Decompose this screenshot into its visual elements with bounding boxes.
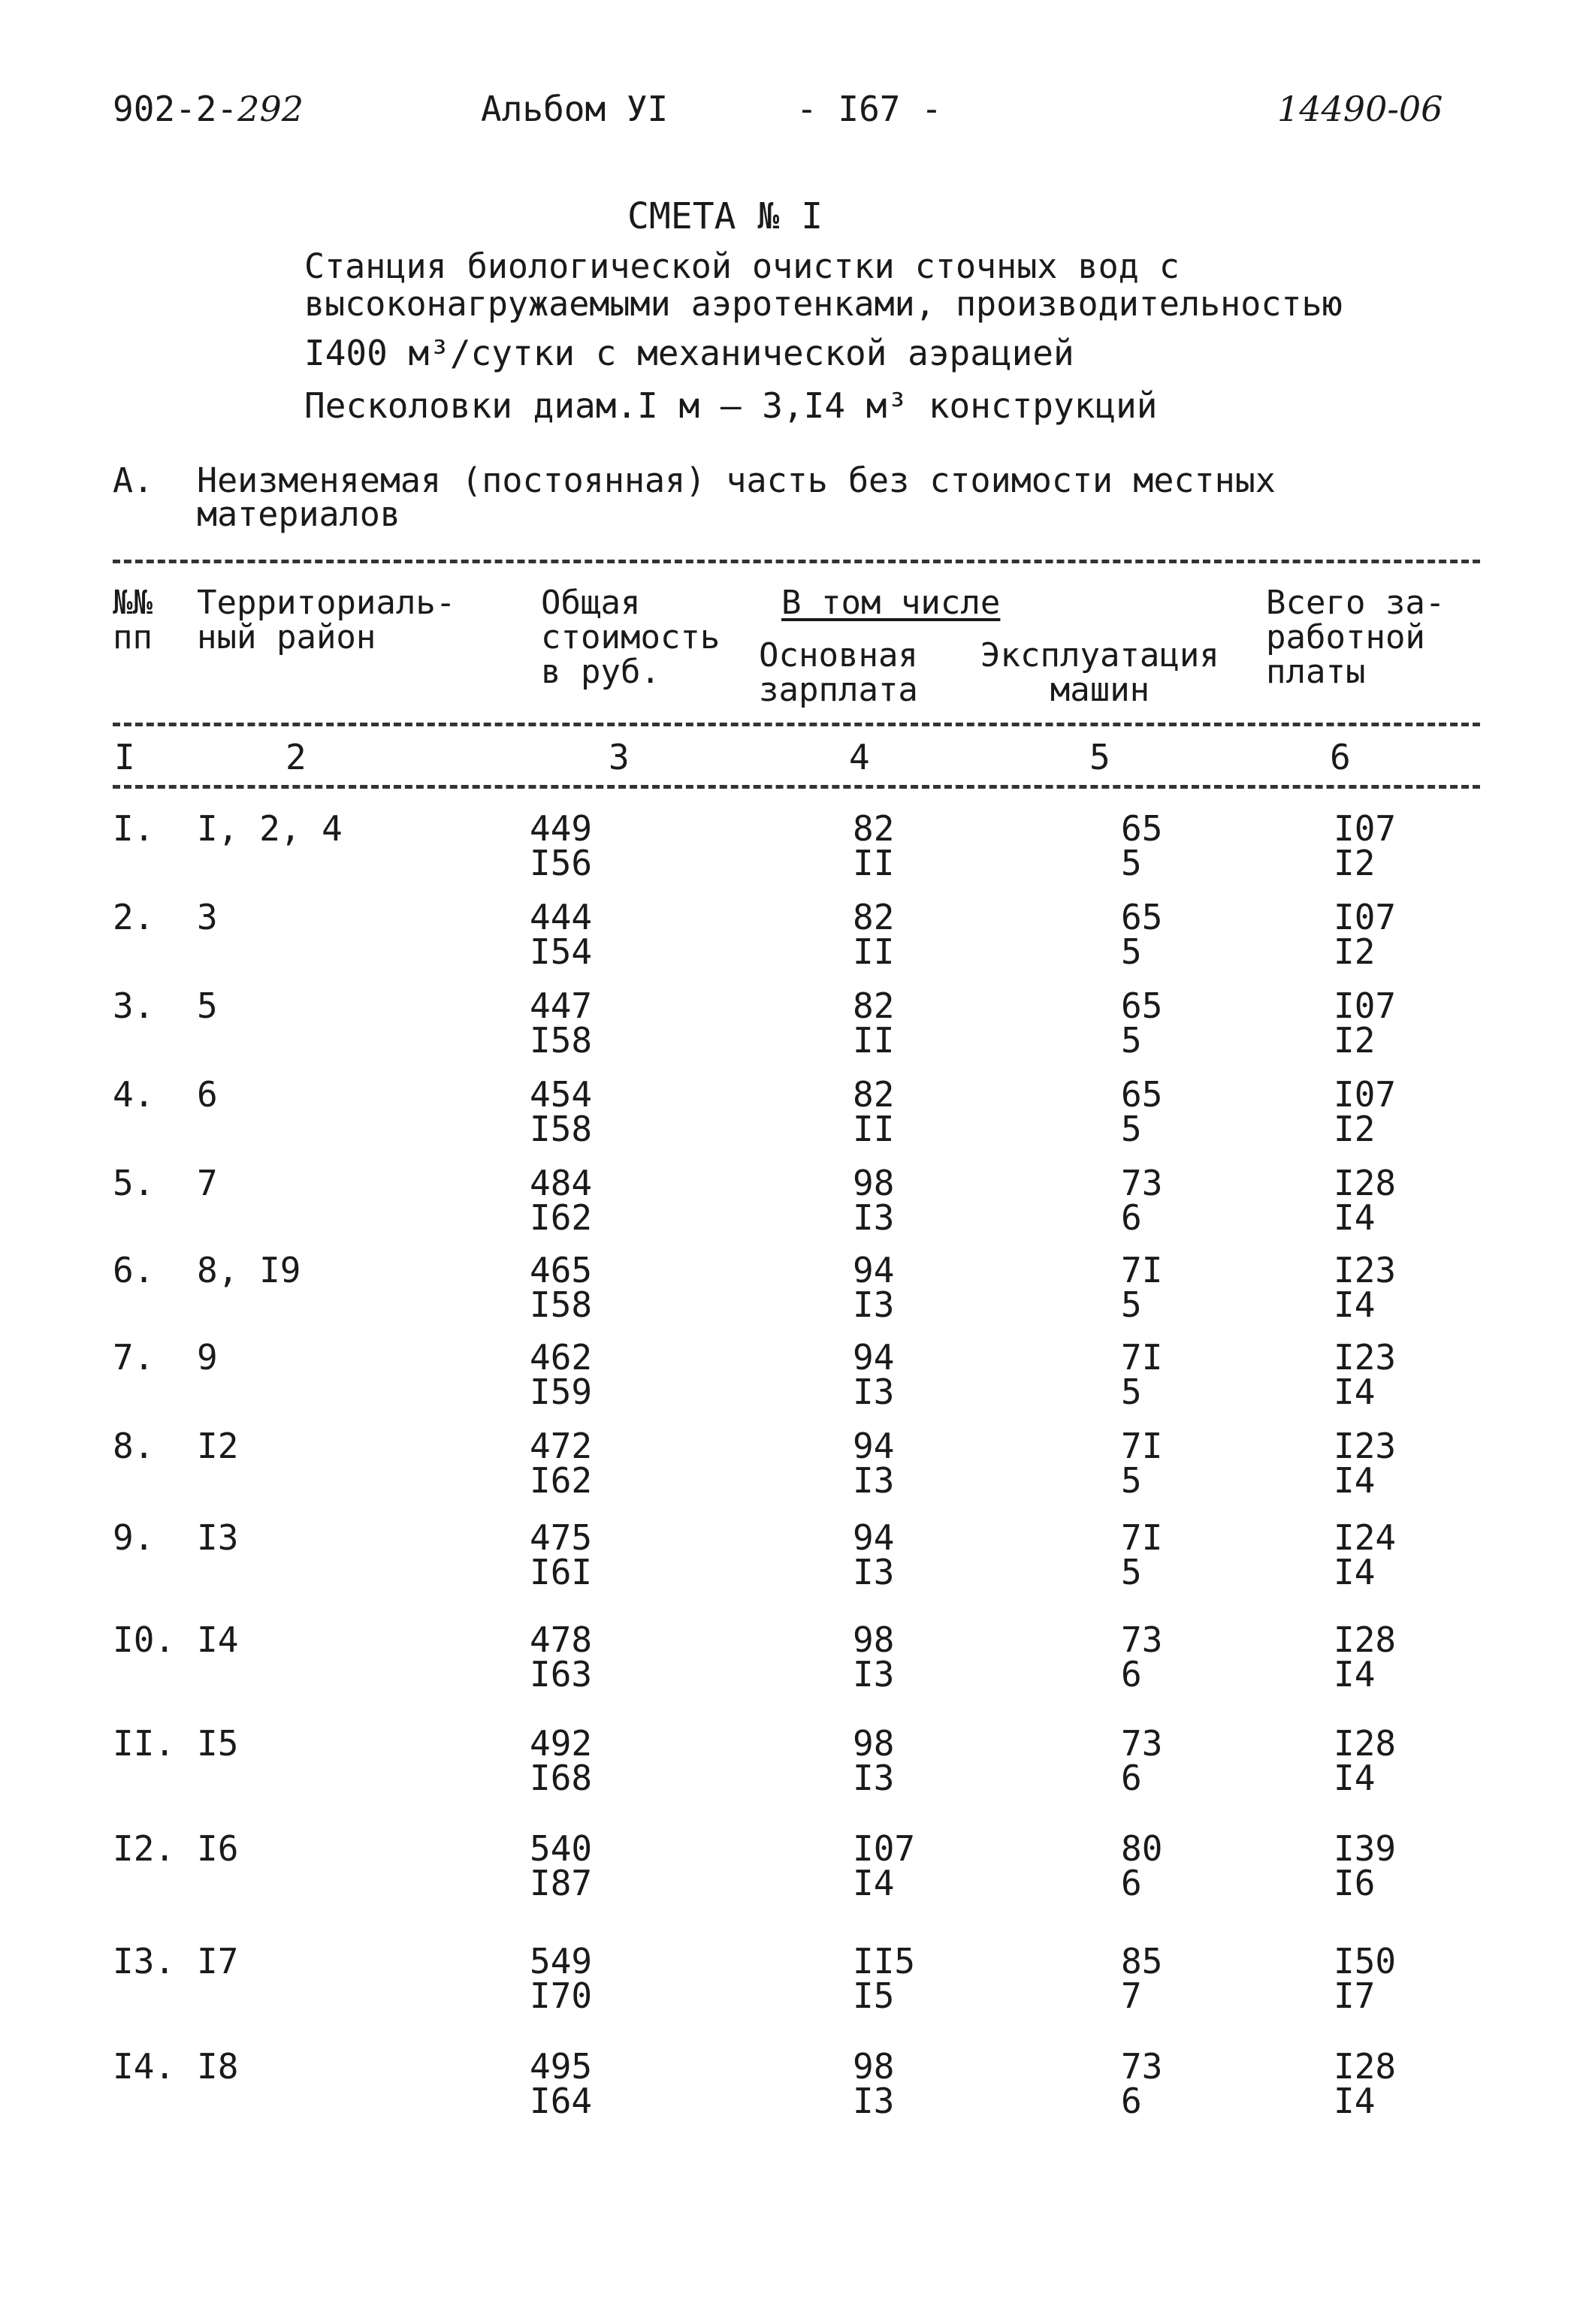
row-base-wage (853, 1074, 895, 1149)
row-machine-operation-lower: 6 (1121, 1654, 1142, 1695)
row-total-cost-lower: I62 (530, 1197, 593, 1238)
row-machine-operation-lower: 5 (1121, 931, 1142, 972)
row-machine-operation-upper: 65 (1121, 897, 1163, 937)
row-total-wages-lower: I2 (1334, 843, 1376, 883)
row-machine-operation-upper: 65 (1121, 808, 1163, 849)
row-base-wage-upper: 94 (853, 1517, 895, 1558)
row-total-cost-lower: I87 (530, 1863, 593, 1903)
colnum-1: I (114, 737, 135, 777)
row-machine-operation (1121, 1337, 1163, 1412)
inventory-number: 14490-06 (1277, 89, 1443, 129)
estimate-title: СМЕТА № I (627, 195, 823, 237)
document-code-handwritten: 292 (237, 89, 304, 129)
row-total-wages-upper: I23 (1334, 1250, 1397, 1290)
row-machine-operation (1121, 1941, 1163, 2016)
row-base-wage (853, 1941, 916, 2016)
row-region: 8, I9 (197, 1250, 301, 1290)
row-total-cost-lower: I70 (530, 1975, 593, 2016)
col-header-region (197, 586, 455, 655)
row-total-wages-lower: I7 (1334, 1975, 1376, 2016)
col-header-including: В том числе (781, 584, 1001, 622)
row-base-wage-upper: II5 (853, 1941, 916, 1981)
row-total-wages-upper: I50 (1334, 1941, 1397, 1981)
row-total-cost (530, 985, 593, 1061)
row-region: I6 (197, 1828, 239, 1869)
row-total-wages (1334, 985, 1397, 1061)
row-total-cost-upper: 462 (530, 1337, 593, 1378)
row-total-cost-upper: 478 (530, 1619, 593, 1660)
row-total-wages (1334, 1517, 1397, 1592)
row-region: I8 (197, 2046, 239, 2087)
col-header-total-line-1: Общая (541, 584, 641, 622)
row-total-wages-upper: I39 (1334, 1828, 1397, 1869)
row-machine-operation (1121, 1723, 1163, 1798)
row-total-wages-upper: I28 (1334, 1163, 1397, 1203)
row-total-wages-lower: I4 (1334, 1552, 1376, 1592)
row-total-wages (1334, 1619, 1397, 1695)
row-total-cost-lower: I68 (530, 1758, 593, 1798)
row-total-cost (530, 1337, 593, 1412)
row-region: 6 (197, 1074, 218, 1115)
row-base-wage-upper: 94 (853, 1250, 895, 1290)
row-total-wages-upper: I07 (1334, 1074, 1397, 1115)
row-machine-operation (1121, 1163, 1163, 1238)
row-total-cost (530, 1163, 593, 1238)
row-machine-operation-lower: 7 (1121, 1975, 1142, 2016)
row-total-wages-upper: I28 (1334, 1619, 1397, 1660)
row-total-wages-upper: I23 (1334, 1426, 1397, 1466)
row-total-cost-lower: I64 (530, 2081, 593, 2121)
col-header-machine-operation (980, 638, 1219, 708)
row-total-cost-upper: 540 (530, 1828, 593, 1869)
row-base-wage (853, 1163, 895, 1238)
row-total-cost (530, 1426, 593, 1501)
row-machine-operation (1121, 985, 1163, 1061)
row-base-wage-lower: I3 (853, 1552, 895, 1592)
row-base-wage-upper: 94 (853, 1426, 895, 1466)
row-total-cost-lower: I54 (530, 931, 593, 972)
row-machine-operation-upper: 65 (1121, 985, 1163, 1026)
colnum-4: 4 (849, 737, 870, 777)
row-total-cost-upper: 495 (530, 2046, 593, 2087)
row-number: I2. (113, 1828, 176, 1869)
row-total-cost-upper: 492 (530, 1723, 593, 1764)
row-total-cost-upper: 484 (530, 1163, 593, 1203)
row-region: I4 (197, 1619, 239, 1660)
row-machine-operation (1121, 1426, 1163, 1501)
row-base-wage-upper: 82 (853, 897, 895, 937)
row-machine-operation-lower: 6 (1121, 1863, 1142, 1903)
colnum-6: 6 (1330, 737, 1351, 777)
row-total-cost-lower: I58 (530, 1020, 593, 1061)
row-total-cost-lower: I59 (530, 1372, 593, 1412)
row-machine-operation (1121, 1074, 1163, 1149)
col-header-region-line-2: ный район (197, 618, 376, 656)
row-base-wage-lower: I5 (853, 1975, 895, 2016)
row-total-cost (530, 1723, 593, 1798)
row-total-wages-upper: I23 (1334, 1337, 1397, 1378)
row-base-wage-lower: I3 (853, 1654, 895, 1695)
row-number: I. (113, 808, 155, 849)
row-machine-operation-upper: 73 (1121, 1163, 1163, 1203)
row-total-cost-upper: 444 (530, 897, 593, 937)
row-base-wage (853, 1619, 895, 1695)
row-machine-operation-upper: 65 (1121, 1074, 1163, 1115)
row-base-wage-lower: I3 (853, 2081, 895, 2121)
row-base-wage (853, 1337, 895, 1412)
row-base-wage-upper: 82 (853, 1074, 895, 1115)
row-total-wages-lower: I4 (1334, 1758, 1376, 1798)
row-total-wages (1334, 1828, 1397, 1903)
row-number: 6. (113, 1250, 155, 1290)
col-header-machine-line-2: машин (1050, 671, 1150, 709)
row-total-wages-lower: I4 (1334, 1284, 1376, 1325)
row-base-wage-lower: I3 (853, 1372, 895, 1412)
col-header-total-wages (1266, 586, 1445, 690)
row-machine-operation-lower: 5 (1121, 1109, 1142, 1149)
row-machine-operation-lower: 5 (1121, 1020, 1142, 1061)
col-header-base-wage (759, 638, 918, 708)
row-base-wage-lower: II (853, 1020, 895, 1061)
row-number: 7. (113, 1337, 155, 1378)
row-total-wages-upper: I07 (1334, 808, 1397, 849)
section-title-line-2: материалов (197, 494, 400, 534)
col-header-sum-line-2: работной (1266, 618, 1425, 656)
row-total-cost (530, 1941, 593, 2016)
row-number: I0. (113, 1619, 176, 1660)
row-total-cost (530, 1074, 593, 1149)
row-machine-operation (1121, 897, 1163, 972)
col-header-number-line-2: пп (113, 618, 153, 656)
row-region: 5 (197, 985, 218, 1026)
row-base-wage (853, 2046, 895, 2121)
row-base-wage-upper: 98 (853, 1619, 895, 1660)
row-machine-operation-upper: 85 (1121, 1941, 1163, 1981)
row-machine-operation-lower: 5 (1121, 1284, 1142, 1325)
row-number: I4. (113, 2046, 176, 2087)
row-total-wages-upper: I24 (1334, 1517, 1397, 1558)
row-total-cost (530, 1828, 593, 1903)
row-machine-operation (1121, 808, 1163, 883)
row-region: I5 (197, 1723, 239, 1764)
row-machine-operation-lower: 5 (1121, 1460, 1142, 1501)
row-base-wage (853, 897, 895, 972)
row-region: 7 (197, 1163, 218, 1203)
row-total-cost (530, 1250, 593, 1325)
row-number: 2. (113, 897, 155, 937)
row-machine-operation-upper: 73 (1121, 1723, 1163, 1764)
row-total-cost (530, 808, 593, 883)
row-base-wage (853, 1723, 895, 1798)
row-base-wage-lower: II (853, 931, 895, 972)
row-total-cost-lower: I6I (530, 1552, 593, 1592)
row-total-wages (1334, 2046, 1397, 2121)
col-header-region-line-1: Территориаль- (197, 584, 456, 622)
row-machine-operation-lower: 6 (1121, 2081, 1142, 2121)
row-region: I2 (197, 1426, 239, 1466)
row-number: II. (113, 1723, 176, 1764)
row-total-wages (1334, 808, 1397, 883)
row-base-wage (853, 808, 895, 883)
row-total-cost-upper: 454 (530, 1074, 593, 1115)
section-title-line-1: Неизменяемая (постоянная) часть без стоимости местных (197, 460, 1276, 500)
row-total-cost-lower: I56 (530, 843, 593, 883)
description-line-4: Песколовки диам.I м – 3,I4 м³ конструкций (304, 385, 1158, 426)
row-machine-operation-upper: 73 (1121, 1619, 1163, 1660)
row-total-cost-upper: 447 (530, 985, 593, 1026)
row-machine-operation-upper: 7I (1121, 1337, 1163, 1378)
row-base-wage-lower: I3 (853, 1758, 895, 1798)
row-total-cost (530, 2046, 593, 2121)
row-base-wage-lower: I3 (853, 1284, 895, 1325)
row-machine-operation-lower: 5 (1121, 1552, 1142, 1592)
row-total-wages (1334, 897, 1397, 972)
row-machine-operation-lower: 5 (1121, 1372, 1142, 1412)
row-total-cost (530, 897, 593, 972)
row-total-cost-upper: 549 (530, 1941, 593, 1981)
row-total-wages (1334, 1723, 1397, 1798)
row-number: 3. (113, 985, 155, 1026)
row-machine-operation-lower: 5 (1121, 843, 1142, 883)
row-number: 9. (113, 1517, 155, 1558)
row-machine-operation (1121, 1250, 1163, 1325)
row-base-wage-upper: 98 (853, 1723, 895, 1764)
row-total-cost (530, 1619, 593, 1695)
row-total-wages (1334, 1074, 1397, 1149)
row-base-wage-upper: 98 (853, 2046, 895, 2087)
row-machine-operation (1121, 1517, 1163, 1592)
row-number: 4. (113, 1074, 155, 1115)
colnum-3: 3 (609, 737, 630, 777)
row-region: I3 (197, 1517, 239, 1558)
row-machine-operation-lower: 6 (1121, 1197, 1142, 1238)
row-machine-operation-lower: 6 (1121, 1758, 1142, 1798)
row-machine-operation (1121, 2046, 1163, 2121)
row-total-wages-lower: I6 (1334, 1863, 1376, 1903)
row-base-wage-upper: 82 (853, 985, 895, 1026)
row-total-wages (1334, 1250, 1397, 1325)
description-line-2: высоконагружаемыми аэротенками, производительностью (304, 284, 1343, 324)
description-line-1: Станция биологической очистки сточных вод с (304, 246, 1180, 286)
col-header-machine-line-1: Эксплуатация (980, 636, 1219, 675)
row-total-wages (1334, 1337, 1397, 1412)
row-base-wage-upper: 82 (853, 808, 895, 849)
col-header-total-line-3: в руб. (541, 653, 660, 691)
col-header-sum-line-1: Всего за- (1266, 584, 1446, 622)
row-base-wage-lower: II (853, 843, 895, 883)
document-code (113, 89, 304, 129)
row-number: 5. (113, 1163, 155, 1203)
row-total-wages-lower: I2 (1334, 1109, 1376, 1149)
row-total-cost-upper: 472 (530, 1426, 593, 1466)
document-code-printed: 902-2- (113, 89, 238, 129)
colnum-bottom-rule (113, 785, 1480, 789)
description-line-3: I400 м³/сутки с механической аэрацией (304, 333, 1074, 373)
header-bottom-rule (113, 723, 1480, 726)
row-machine-operation-upper: 73 (1121, 2046, 1163, 2087)
row-base-wage-lower: I3 (853, 1197, 895, 1238)
row-total-cost-lower: I62 (530, 1460, 593, 1501)
row-total-cost (530, 1517, 593, 1592)
row-total-cost-lower: I58 (530, 1284, 593, 1325)
row-region: I, 2, 4 (197, 808, 343, 849)
page-number: - I67 - (796, 89, 942, 129)
row-total-wages-lower: I2 (1334, 931, 1376, 972)
row-region: I7 (197, 1941, 239, 1981)
row-total-wages-upper: I07 (1334, 985, 1397, 1026)
row-total-wages-lower: I4 (1334, 1460, 1376, 1501)
row-total-wages-lower: I4 (1334, 2081, 1376, 2121)
row-machine-operation-upper: 7I (1121, 1426, 1163, 1466)
colnum-5: 5 (1089, 737, 1110, 777)
row-base-wage (853, 1517, 895, 1592)
row-number: I3. (113, 1941, 176, 1981)
row-base-wage-lower: I4 (853, 1863, 895, 1903)
col-header-sum-line-3: платы (1266, 653, 1366, 691)
row-machine-operation (1121, 1619, 1163, 1695)
col-header-wage-line-1: Основная (759, 636, 918, 675)
row-total-cost-upper: 465 (530, 1250, 593, 1290)
col-header-total-cost (541, 586, 720, 690)
section-marker: А. (113, 460, 154, 500)
row-total-wages-upper: I07 (1334, 897, 1397, 937)
row-total-wages-lower: I4 (1334, 1372, 1376, 1412)
row-total-cost-upper: 475 (530, 1517, 593, 1558)
row-base-wage-lower: I3 (853, 1460, 895, 1501)
row-total-cost-upper: 449 (530, 808, 593, 849)
row-total-wages-lower: I4 (1334, 1197, 1376, 1238)
row-machine-operation (1121, 1828, 1163, 1903)
colnum-2: 2 (285, 737, 307, 777)
row-total-wages (1334, 1426, 1397, 1501)
row-base-wage-upper: I07 (853, 1828, 916, 1869)
col-header-wage-line-2: зарплата (759, 671, 918, 709)
col-header-total-line-2: стоимость (541, 618, 721, 656)
row-total-cost-lower: I58 (530, 1109, 593, 1149)
row-total-cost-lower: I63 (530, 1654, 593, 1695)
album-label: Альбом УI (481, 89, 669, 129)
row-base-wage-lower: II (853, 1109, 895, 1149)
col-header-number-line-1: №№ (113, 584, 153, 622)
row-machine-operation-upper: 80 (1121, 1828, 1163, 1869)
row-total-wages (1334, 1941, 1397, 2016)
row-machine-operation-upper: 7I (1121, 1517, 1163, 1558)
row-total-wages-lower: I4 (1334, 1654, 1376, 1695)
row-total-wages-lower: I2 (1334, 1020, 1376, 1061)
row-base-wage (853, 1250, 895, 1325)
row-base-wage (853, 1828, 916, 1903)
row-base-wage-upper: 94 (853, 1337, 895, 1378)
row-base-wage (853, 1426, 895, 1501)
row-region: 9 (197, 1337, 218, 1378)
row-total-wages-upper: I28 (1334, 2046, 1397, 2087)
row-total-wages (1334, 1163, 1397, 1238)
table-top-rule (113, 560, 1480, 563)
row-region: 3 (197, 897, 218, 937)
row-base-wage-upper: 98 (853, 1163, 895, 1203)
row-base-wage (853, 985, 895, 1061)
col-header-number (113, 586, 153, 655)
row-total-wages-upper: I28 (1334, 1723, 1397, 1764)
row-number: 8. (113, 1426, 155, 1466)
row-machine-operation-upper: 7I (1121, 1250, 1163, 1290)
